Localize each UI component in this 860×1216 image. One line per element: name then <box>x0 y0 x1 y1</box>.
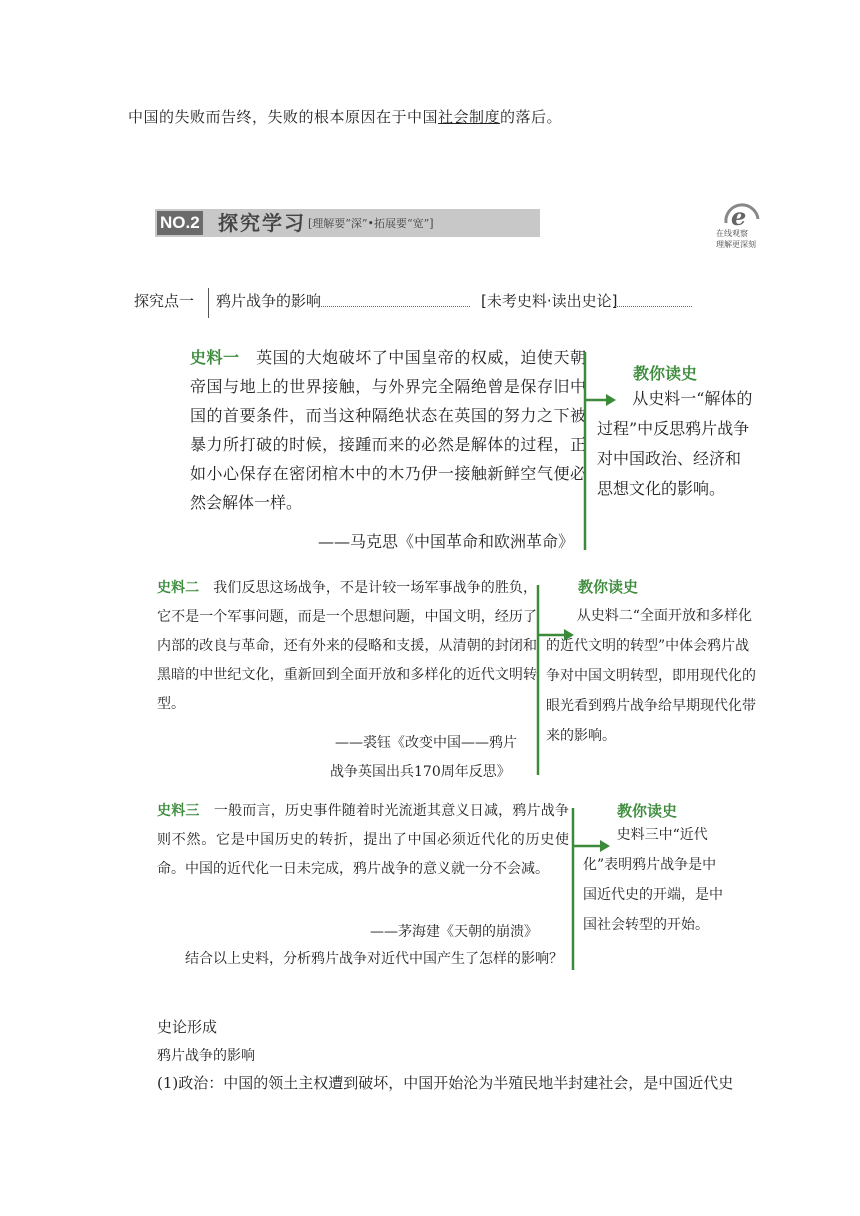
conclusion-subtitle: 鸦片战争的影响 <box>157 1048 255 1064</box>
source-1-text: 英国的大炮破坏了中国皇帝的权威，迫使天朝帝国与地上的世界接触，与外界完全隔绝曾是保存旧中国的首要条件，而当这种隔绝状态在英国的努力之下被暴力所打破的时候，接踵而来的必然是解体的过程，正如小心保存在密闭棺木中的木乃伊一接触新鲜空气便必然会解体一样。 <box>190 348 586 512</box>
teach-text-1: 从史料一“解体的过程”中反思鸦片战争对中国政治、经济和思想文化的影响。 <box>597 389 753 498</box>
source-2-text: 我们反思这场战争，不是计较一场军事战争的胜负，它不是一个军事问题，而是一个思想问题，中国文明，经历了内部的改良与革命，还有外来的侵略和支援，从清朝的封闭和黑暗的中世纪文化，重新回到全面开放和多样化的近代文明转型。 <box>157 580 538 712</box>
explore-label: 探究点一 <box>134 292 195 310</box>
intro-underlined: 社会制度 <box>438 108 501 126</box>
source-1-citation: ——马克思《中国革命和欧洲革命》 <box>318 532 575 551</box>
source-3-citation: ——茅海建《天朝的崩溃》 <box>370 924 538 940</box>
explore-topic: 鸦片战争的影响 <box>216 292 322 310</box>
teach-heading-1: 教你读史 <box>633 364 698 383</box>
source-2-label: 史料二 <box>157 580 200 596</box>
source-2-citation-cont: 战争英国出兵170周年反思》 <box>330 764 511 780</box>
source-3-label: 史料三 <box>157 803 200 819</box>
question-text: 结合以上史料，分析鸦片战争对近代中国产生了怎样的影响？ <box>185 951 563 967</box>
source-1-label: 史料一 <box>190 348 240 367</box>
explore-tag: [未考史料·读出史论] <box>481 292 618 310</box>
logo-caption-2: 理解更深刻 <box>716 240 756 249</box>
conclusion-title: 史论形成 <box>157 1018 218 1036</box>
teach-heading-3: 教你读史 <box>617 802 678 820</box>
banner-subtitle: [理解要“深”•拓展要“宽”] <box>308 217 434 230</box>
teach-text-2: 从史料二“全面开放和多样化的近代文明的转型”中体会鸦片战争对中国文明转型，即用现代化的眼光看到鸦片战争给早期现代化带来的影响。 <box>546 608 756 744</box>
source-3-text: 一般而言，历史事件随着时光流逝其意义日减，鸦片战争则不然。它是中国历史的转折，提出了中国必须近代化的历史使命。中国的近代化一日未完成，鸦片战争的意义就一分不会减。 <box>157 803 570 877</box>
intro-before: 中国的失败而告终，失败的根本原因在于中国 <box>128 108 439 126</box>
banner-title: 探究学习 <box>218 211 306 235</box>
svg-text:e: e <box>731 202 747 231</box>
logo-caption-1: 在线观察 <box>716 229 748 238</box>
intro-after: 的落后。 <box>500 108 563 126</box>
conclusion-point-1: (1)政治：中国的领土主权遭到破坏，中国开始沦为半殖民地半封建社会，是中国近代史 <box>157 1074 734 1092</box>
teach-text-3: 史料三中“近代化”表明鸦片战争是中国近代史的开端，是中国社会转型的开始。 <box>583 827 723 933</box>
source-2-citation: ——裘钰《改变中国——鸦片 <box>335 735 517 751</box>
teach-heading-2: 教你读史 <box>578 578 639 596</box>
banner-number: NO.2 <box>157 211 203 235</box>
